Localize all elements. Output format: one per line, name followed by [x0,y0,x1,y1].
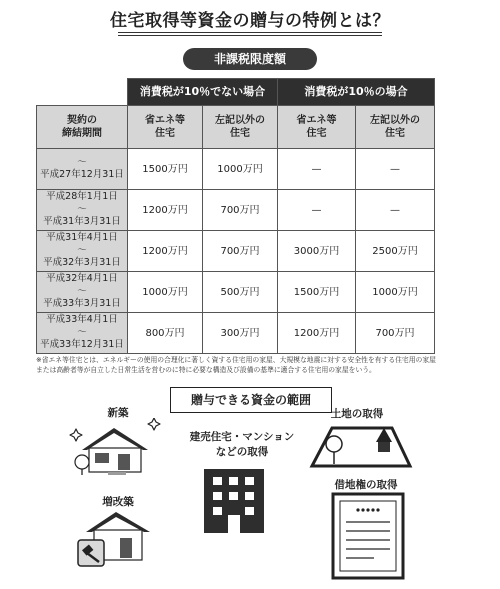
cell-value: — [278,190,356,231]
table-row [37,231,435,272]
document-icon [330,492,406,580]
header-eco-non10: 省エネ等 住宅 [128,106,203,149]
group-header-10: 消費税が10％の場合 [278,79,435,106]
cell-value: 1000万円 [356,272,435,313]
row-period: 平成33年4月1日 ～ 平成33年12月31日 [37,313,128,354]
cell-value: 1200万円 [128,231,203,272]
group-header-non10: 消費税が10％でない場合 [128,79,278,106]
cell-value: 1000万円 [128,272,203,313]
label-new-build: 新築 [107,407,129,419]
label-renovation: 増改築 [102,496,134,508]
cell-value: 1200万円 [128,190,203,231]
cell-value: — [356,190,435,231]
label-leasehold: 借地権の取得 [334,479,398,491]
limit-table [36,78,435,354]
limit-pill: 非課税限度額 [183,48,317,70]
cell-value: 500万円 [203,272,278,313]
table-row [37,190,435,231]
cell-value: 1200万円 [278,313,356,354]
label-purchase: 建売住宅・マンション などの取得 [189,431,295,459]
cell-value: 1000万円 [203,149,278,190]
apartment-building-icon [201,467,267,535]
title-rule-top [118,32,382,33]
cell-value: 1500万円 [278,272,356,313]
row-period: 平成32年4月1日 ～ 平成33年3月31日 [37,272,128,313]
header-other-10: 左記以外の 住宅 [356,106,435,149]
header-other-non10: 左記以外の 住宅 [203,106,278,149]
cell-value: 3000万円 [278,231,356,272]
page-title: 住宅取得等資金の贈与の特例とは？ [110,11,390,31]
header-period: 契約の 締結期間 [37,106,128,149]
cell-value: 1500万円 [128,149,203,190]
new-house-icon [64,418,168,476]
cell-value: — [356,149,435,190]
title-rule-bottom [118,35,382,36]
renovation-house-icon [72,510,154,572]
footnote: ※省エネ等住宅とは、エネルギーの使用の合理化に著しく資する住宅用の家屋、大規模な地震に対する安全性を有する住宅用の家屋または高齢者等が自立した日常生活を営むのに特に必要な構造及び設備の基準に適合する住宅用の家屋をいう。 [36,356,436,374]
cell-value: 2500万円 [356,231,435,272]
cell-value: 700万円 [356,313,435,354]
row-period: ～ 平成27年12月31日 [37,149,128,190]
table-corner [37,79,128,106]
row-period: 平成28年1月1日 ～ 平成31年3月31日 [37,190,128,231]
row-period: 平成31年4月1日 ～ 平成32年3月31日 [37,231,128,272]
land-plot-icon [304,420,416,472]
table-row [37,313,435,354]
cell-value: 700万円 [203,231,278,272]
table-row [37,272,435,313]
label-land: 土地の取得 [330,408,384,420]
funds-banner: 贈与できる資金の範囲 [170,387,332,413]
header-eco-10: 省エネ等 住宅 [278,106,356,149]
cell-value: 300万円 [203,313,278,354]
cell-value: 700万円 [203,190,278,231]
table-row [37,149,435,190]
cell-value: 800万円 [128,313,203,354]
cell-value: — [278,149,356,190]
